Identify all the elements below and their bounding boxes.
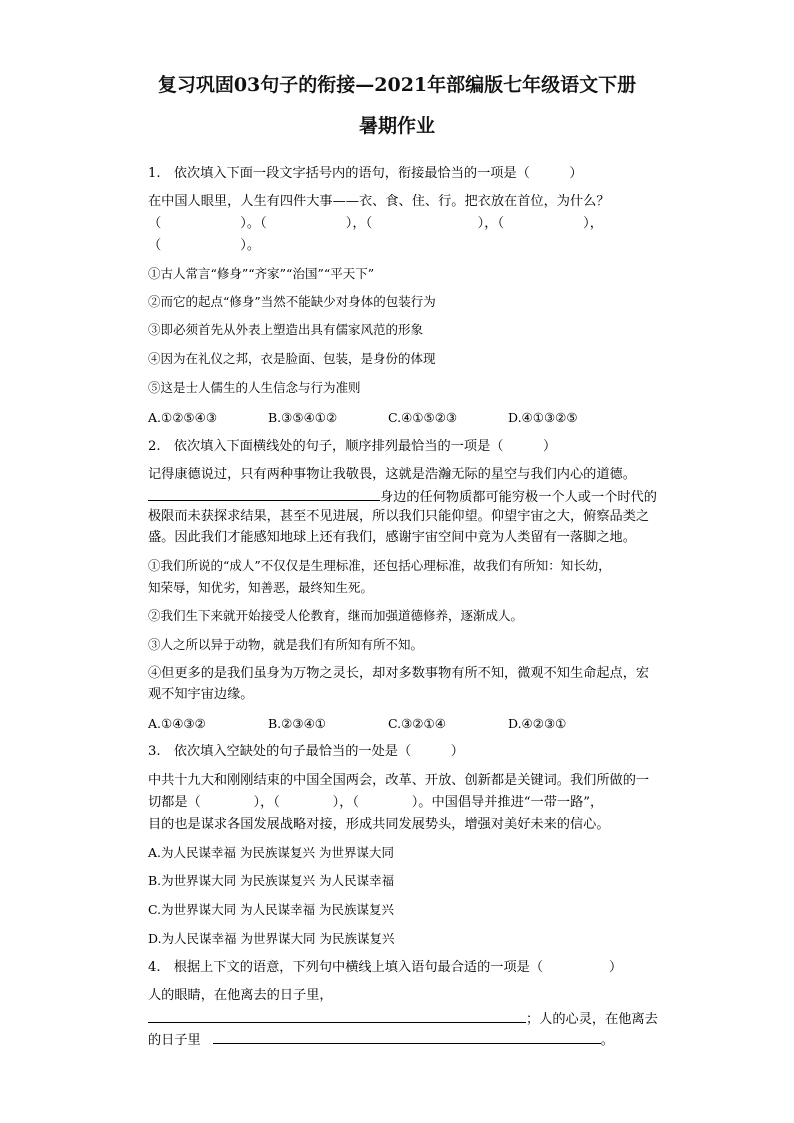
q2-sentence-3: ③人之所以异于动物，就是我们有所知有所不知。 bbox=[148, 637, 424, 652]
q2-sentence-4: ④但更多的是我们虽身为万物之灵长，却对多数事物有所不知，微观不知生命起点，宏 bbox=[148, 666, 650, 681]
q3-option-a: A.为人民谋幸福 为民族谋复兴 为世界谋大同 bbox=[148, 845, 394, 860]
document-subtitle: 暑期作业 bbox=[358, 115, 435, 137]
q1-option-b: B.③⑤④①② bbox=[268, 410, 338, 425]
q1-passage-line: 在中国人眼里，人生有四件大事——衣、食、住、行。把衣放在首位，为什么？ bbox=[148, 194, 610, 209]
q3-passage-line: 目的也是谋求各国发展战略对接，形成共同发展势头，增强对美好未来的信心。 bbox=[148, 817, 610, 832]
q4-passage-line: 的日子里 。 bbox=[148, 1033, 614, 1048]
q1-sentence-3: ③即必须首先从外表上塑造出具有儒家风范的形象 bbox=[148, 322, 424, 337]
q2-sentence-1: ①我们所说的“成人”不仅仅是生理标准，还包括心理标准，故我们有所知：知长幼， bbox=[148, 558, 611, 573]
q1-option-c: C.④①⑤②③ bbox=[388, 410, 458, 425]
q2-passage-line: 极限而未获探求结果，甚至不见进展，所以我们只能仰望。仰望宇宙之大，俯察品类之 bbox=[148, 509, 650, 524]
q2-option-a: A.①④③② bbox=[148, 716, 206, 731]
q2-passage-line: 身边的任何物质都可能穷极一个人或一个时代的 bbox=[148, 488, 657, 506]
q2-sentence-2: ②我们生下来就开始接受人伦教育，继而加强道德修养，逐渐成人。 bbox=[148, 608, 524, 623]
q1-option-d: D.④①③②⑤ bbox=[508, 410, 578, 425]
q1-passage-line: （ ）。（ ），（ ），（ ）， bbox=[148, 216, 603, 231]
answer-blank bbox=[213, 1031, 601, 1044]
q2-stem: 2. 依次填入下面横线处的句子，顺序排列最恰当的一项是（ ） bbox=[148, 439, 557, 454]
q3-passage-line: 切都是（ ），（ ），（ ）。中国倡导并推进“一带一路”， bbox=[148, 795, 604, 810]
q2-passage-line: 记得康德说过，只有两种事物让我敬畏，这就是浩瀚无际的星空与我们内心的道德。 bbox=[148, 467, 636, 482]
document-title: 复习巩固03句子的衔接—2021年部编版七年级语文下册 bbox=[157, 74, 637, 96]
q2-option-d: D.④②③① bbox=[508, 716, 567, 731]
q3-stem: 3. 依次填入空缺处的句子最恰当的一处是（ ） bbox=[148, 744, 464, 759]
q1-sentence-1: ①古人常言“修身”“齐家”“治国”“平天下” bbox=[148, 266, 375, 281]
answer-blank bbox=[148, 1010, 526, 1023]
q4-stem: 4. 根据上下文的语意，下列句中横线上填入语句最合适的一项是（ ） bbox=[148, 960, 623, 975]
q1-sentence-2: ②而它的起点“修身”当然不能缺少对身体的包装行为 bbox=[148, 294, 436, 309]
q2-sentence-4-cont: 观不知宇宙边缘。 bbox=[148, 687, 254, 702]
q1-passage-line: （ ）。 bbox=[148, 238, 261, 253]
q2-option-c: C.③②①④ bbox=[388, 716, 446, 731]
q1-stem: 1. 依次填入下面一段文字括号内的语句，衔接最恰当的一项是（ ） bbox=[148, 166, 583, 181]
q2-passage-line: 盛。因此我们才能感知地球上还有我们，感谢宇宙空间中竟为人类留有一落脚之地。 bbox=[148, 530, 636, 545]
q2-option-b: B.②③④① bbox=[268, 716, 326, 731]
q1-sentence-4: ④因为在礼仪之邦，衣是脸面、包装，是身份的体现 bbox=[148, 351, 436, 366]
q3-passage-line: 中共十九大和刚刚结束的中国全国两会，改革、开放、创新都是关键词。我们所做的一 bbox=[148, 773, 650, 788]
q2-sentence-1-cont: 知荣辱，知优劣，知善恶，最终知生死。 bbox=[148, 580, 374, 595]
answer-blank bbox=[148, 488, 380, 501]
q1-sentence-5: ⑤这是士人儒生的人生信念与行为准则 bbox=[148, 380, 361, 395]
q1-option-a: A.①②⑤④③ bbox=[148, 410, 218, 425]
q3-option-c: C.为世界谋大同 为人民谋幸福 为民族谋复兴 bbox=[148, 902, 395, 917]
q3-option-d: D.为人民谋幸福 为世界谋大同 为民族谋复兴 bbox=[148, 931, 395, 946]
q3-option-b: B.为世界谋大同 为民族谋复兴 为人民谋幸福 bbox=[148, 873, 395, 888]
q4-passage-line: 人的眼睛，在他离去的日子里， bbox=[148, 988, 333, 1003]
q4-passage-line: ；人的心灵，在他离去 bbox=[148, 1010, 658, 1028]
